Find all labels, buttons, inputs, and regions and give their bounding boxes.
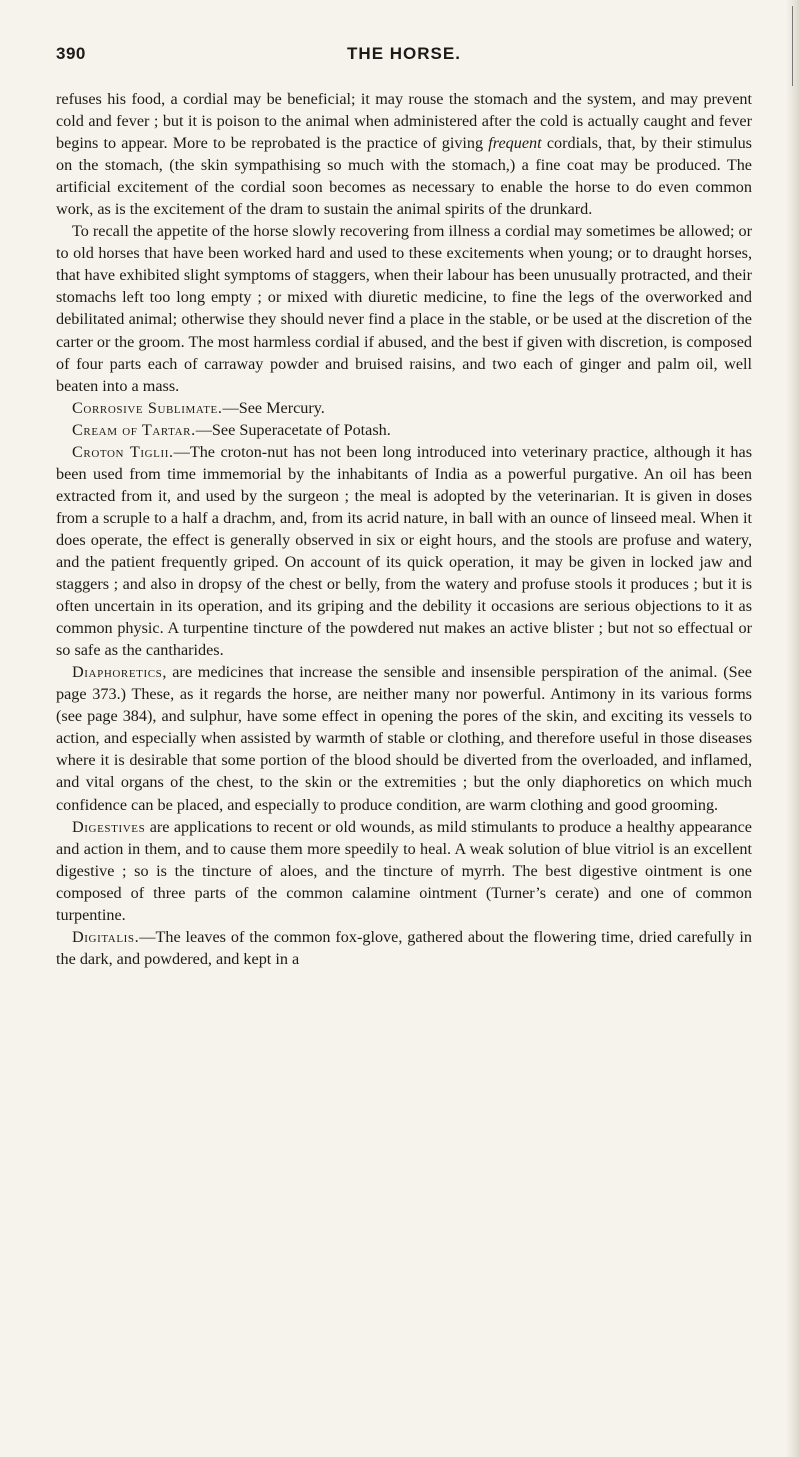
body-text (56, 88, 752, 970)
emphasis: frequent (488, 134, 542, 153)
entry-heading: Cream of Tartar. (72, 420, 196, 439)
paragraph-cream (56, 419, 752, 441)
paragraph-text: —See Superacetate of Potash. (195, 420, 391, 439)
paragraph-corrosive (56, 397, 752, 419)
paragraph-cordials_cont (56, 88, 752, 220)
entry-heading: Digitalis. (72, 927, 140, 946)
paragraph-diaphoretics (56, 661, 752, 815)
page-header (56, 44, 752, 74)
paragraph-cordials_recall (56, 220, 752, 396)
paragraph-text: , are medicines that increase the sensible and insensible perspiration of the animal. (See page 373.) These, as it regards the horse, are neither many nor powerful. Antimony in its various forms (see page 384), and sulphur, have some effect in opening the pores of the skin, and exciting its vessels to action, and especially when assisted by warmth of stable or clothing, and therefore useful in those diseases where it is desirable that some portion of the blood should be diverted from the overloaded, and inflamed, and vital organs of the chest, to the skin or the extremities ; but the only diaphoretics on which much confidence can be placed, and especially to produce condition, are warm clothing and good grooming. (56, 663, 752, 814)
paragraph-text: are applications to recent or old wounds, as mild stimulants to produce a healthy appearance and action in them, and to cause them more speedily to heal. A weak solution of blue vitriol is an excellent digestive ; so is the tincture of aloes, and the tincture of myrrh. The best digestive ointment is one composed of three parts of the common calamine ointment (Turner’s cerate) and one of common turpentine. (56, 817, 752, 924)
paragraph-digitalis (56, 926, 752, 970)
running-title: THE HORSE. (347, 44, 461, 63)
paragraph-text: To recall the appetite of the horse slowly recovering from illness a cordial may sometimes be allowed; or to old horses that have been worked hard and used to these excitements when young; or to draught horses, that have exhibited slight symptoms of staggers, when their labour has been unusually protracted, and their stomachs left too long empty ; or mixed with diuretic medicine, to fine the legs of the overworked and debilitated animal; otherwise they should never find a place in the stable, or be used at the discretion of the carter or the groom. The most harmless cordial if abused, and the best if given with discretion, is composed of four parts each of carraway powder and bruised raisins, and two each of ginger and palm oil, well beaten into a mass. (56, 222, 752, 395)
entry-heading: Corrosive Sublimate. (72, 398, 223, 417)
entry-heading: Croton Tiglii. (72, 442, 174, 461)
entry-heading: Digestives (72, 817, 146, 836)
paragraph-digestives (56, 816, 752, 926)
edge-rule (792, 6, 793, 86)
paragraph-text: —The leaves of the common fox-glove, gathered about the flowering time, dried carefully in the dark, and powdered, and kept in a (56, 927, 752, 968)
page-edge-shadow (786, 0, 800, 1457)
paragraph-text: —See Mercury. (222, 398, 325, 417)
page-number: 390 (56, 44, 86, 63)
entry-heading: Diaphoretics (72, 663, 163, 682)
paragraph-text: refuses his food, a cordial may be beneficial; it may rouse the stomach and the system, and may prevent cold and fever ; but it is poison to the animal when administered after the cold is actually caught and fever begins to appear. More to be reprobated is the practice of giving (56, 90, 752, 153)
paragraph-text: —The croton-nut has not been long introduced into veterinary practice, although it has been used from time immemorial by the inhabitants of India as a powerful purgative. An oil has been extracted from it, and used by the surgeon ; the meal is adopted by the veterinarian. It is given in doses from a scruple to a half a drachm, and, from its acrid nature, in ball with an ounce of linseed meal. When it does operate, the effect is generally observed in six or eight hours, and the stools are profuse and watery, and the patient frequently griped. On account of its quick operation, it may be given in locked jaw and staggers ; and also in dropsy of the chest or belly, from the watery and profuse stools it produces ; but it is often uncertain in its operation, and its griping and the debility it occasions are serious objections to it as common physic. A turpentine tincture of the powdered nut makes an active blister ; but not so effectual or so safe as the cantharides. (56, 442, 752, 660)
paragraph-text: cordials, that, by their stimulus on the stomach, (the skin sympathising so much with the stomach,) a fine coat may be produced. The artificial excitement of the cordial soon becomes as necessary to enable the horse to do even common work, as is the excitement of the dram to sustain the animal spirits of the drunkard. (56, 134, 752, 219)
paragraph-croton (56, 441, 752, 661)
